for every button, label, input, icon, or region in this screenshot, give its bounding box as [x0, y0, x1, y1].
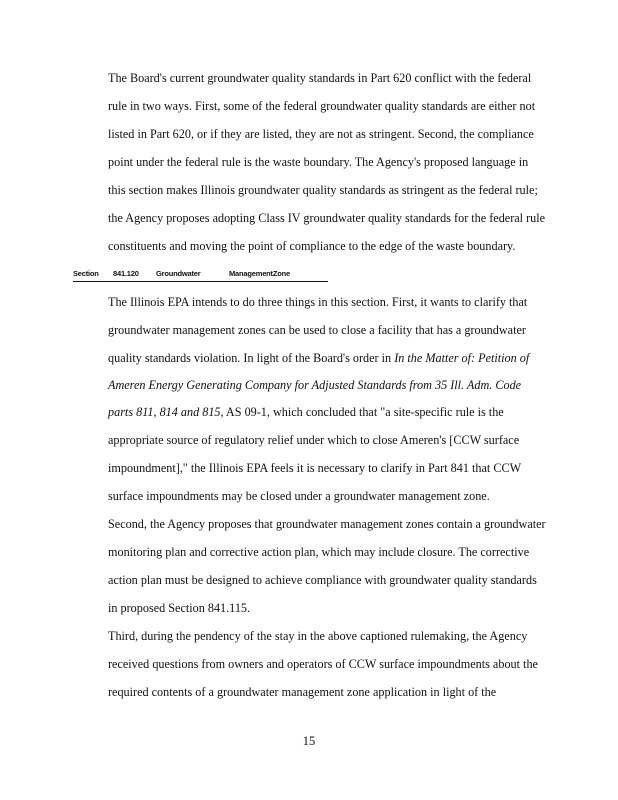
- case-citation: In the Matter of: Petition of: [394, 351, 530, 365]
- section-heading-title: ManagementZone: [229, 269, 290, 278]
- paragraph-1-line: listed in Part 620, or if they are listed, they are not as stringent. Second, the compliance: [108, 127, 534, 141]
- paragraph-4-line: Third, during the pendency of the stay in the above captioned rulemaking, the Agency: [108, 629, 528, 643]
- paragraph-2-line: [108, 350, 608, 366]
- section-heading: [73, 267, 328, 282]
- paragraph-1-line: The Board's current groundwater quality standards in Part 620 conflict with the federal: [108, 71, 532, 85]
- paragraph-1-line: the Agency proposes adopting Class IV groundwater quality standards for the federal rule: [108, 211, 546, 225]
- paragraph-2-line: appropriate source of regulatory relief under which to close Ameren's [CCW surface: [108, 433, 520, 447]
- section-heading-label: Section: [73, 269, 99, 278]
- paragraph-3-line: action plan must be designed to achieve compliance with groundwater quality standards: [108, 573, 537, 587]
- case-citation: parts 811, 814 and 815,: [108, 405, 224, 419]
- paragraph-3-line: in proposed Section 841.115.: [108, 601, 251, 615]
- paragraph-1-line: rule in two ways. First, some of the federal groundwater quality standards are either not: [108, 99, 536, 113]
- case-citation: Ameren Energy Generating Company for Adjusted Standards from 35 Ill. Adm. Code: [108, 378, 522, 392]
- paragraph-1-line: constituents and moving the point of compliance to the edge of the waste boundary.: [108, 239, 516, 253]
- paragraph-2-text: AS 09-1, which concluded that "a site-specific rule is the: [223, 405, 504, 419]
- section-heading-number: 841.120: [113, 269, 139, 278]
- paragraph-1-line: point under the federal rule is the waste boundary. The Agency's proposed language in: [108, 155, 529, 169]
- paragraph-2-line: groundwater management zones can be used to close a facility that has a groundwater: [108, 323, 526, 337]
- paragraph-2-line: [108, 404, 608, 420]
- paragraph-3-line: monitoring plan and corrective action plan, which may include closure. The corrective: [108, 545, 530, 559]
- paragraph-3-line: Second, the Agency proposes that groundwater management zones contain a groundwater: [108, 517, 546, 531]
- paragraph-1-line: this section makes Illinois groundwater quality standards as stringent as the federal rule;: [108, 183, 538, 197]
- paragraph-2-line: The Illinois EPA intends to do three things in this section. First, it wants to clarify that: [108, 295, 528, 309]
- paragraph-4-line: received questions from owners and operators of CCW surface impoundments about the: [108, 657, 538, 671]
- section-heading-title: Groundwater: [156, 269, 201, 278]
- paragraph-2-line: surface impoundments may be closed under a groundwater management zone.: [108, 489, 490, 503]
- paragraph-4-line: required contents of a groundwater management zone application in light of the: [108, 685, 497, 699]
- paragraph-2-text: quality standards violation. In light of the Board's order in: [108, 351, 395, 365]
- page-number: 15: [302, 734, 316, 748]
- paragraph-2-line: impoundment]," the Illinois EPA feels it is necessary to clarify in Part 841 that CCW: [108, 461, 522, 475]
